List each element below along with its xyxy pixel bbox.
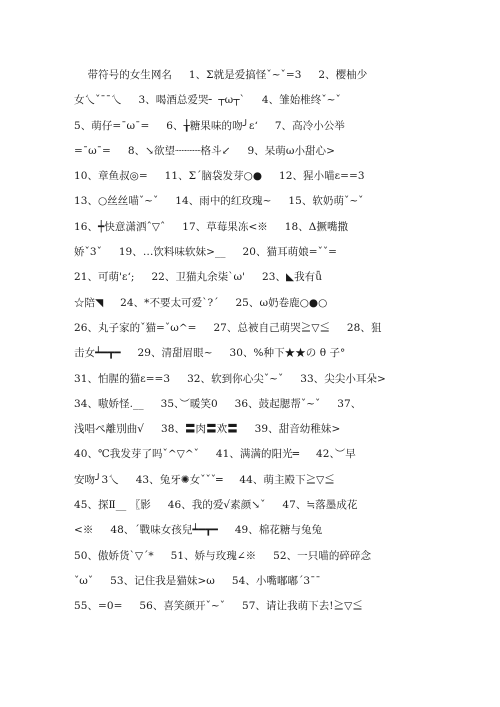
text-line: 16、┿快意潇洒ˆ▽ˆ 17、草莓果冻<※ 18、Δ撅嘴撒 xyxy=(74,220,349,233)
text-line: 5、萌仔=¯ω¯= 6、╁糖果味的吻╯ε‘ 7、高冷小公举 xyxy=(74,119,345,132)
text-line: 13、○丝丝喵ˇ~ˇ 14、雨中的红玫瑰~ 15、软奶萌ˇ~ˇ xyxy=(74,195,364,208)
text-line: 浅唱ぺ離別曲√ 38、〓肉〓欢〓 39、甜音幼稚妹> xyxy=(74,423,341,436)
text-line: 40、℃我发芽了吗ˇ^▽^ˇ 41、满满的阳光═ 42、︶早 xyxy=(74,448,356,461)
text-line: 击女┷━┳━ 29、清甜眉眼~ 30、%种下★★の θ 子° xyxy=(74,347,346,360)
text-line: 50、傲娇货ˋ▽ˊ* 51、娇与玫瑰∠※ 52、一只喵的碎碎念 xyxy=(74,549,372,562)
text-line: 安吻╯3乀 43、兔牙✺女ˇˇˇ═ 44、萌主殿下≧▽≦ xyxy=(74,473,335,486)
text-line: 娇ˇ3ˇ 19、…饮料味软妹>__ 20、猫耳萌娘=ˇˇ= xyxy=(74,246,338,259)
text-line: ☆陪◥ 24、*不要太可爱ˋ?ˊ 25、ω奶卷鹿○●○ xyxy=(74,296,328,309)
text-line: 34、嗷娇怪.__ 35、︶暖笑0 36、鼓起腮帮ˇ~ˇ 37、 xyxy=(74,397,362,410)
document-body xyxy=(74,63,434,620)
text-line: =¯ω¯= 8、↘欲望┈┈┈┈格斗↙ 9、呆萌ω小甜心> xyxy=(74,144,335,157)
text-line: 31、怕腥的猫ε==3 32、软到你心尖ˇ~ˇ 33、尖尖小耳朵> xyxy=(74,372,386,385)
text-line: 10、章鱼叔◎= 11、Σˊ脑袋发芽○● 12、猩小喵ε==3 xyxy=(74,170,365,183)
text-line: 21、可萌'ε‘; 22、卫猫丸余柒ˋω' 23、◣我有ǖ xyxy=(74,271,323,284)
text-line: ˇωˇ 53、记住我是猫妹>ω 54、小嘴嘟嘟ˊ3¯¯ xyxy=(74,574,321,587)
text-line: 女乀ˇ¯¯乀 3、喝酒总爱哭╴ ┬ω┬ˋ 4、雏始椎终ˇ~ˇ xyxy=(74,94,341,107)
text-line: <※ 48、ˊ戰味女孩兒┷━┳━ 49、棉花糖与兔兔 xyxy=(74,524,323,537)
text-line: 55、=0= 56、喜笑颜开ˇ~ˇ 57、请让我萌下去!≧▽≦ xyxy=(74,600,363,613)
text-line: 45、探Ⅱ__ 〖影 46、我的爱√素颜↘ˇ 47、≒落墨成花 xyxy=(74,499,358,512)
text-line: 带符号的女生网名 1、Σ就是爱搞怪ˇ~ˇ=3 2、樱柚少 xyxy=(74,69,368,81)
text-line: 26、丸子家的ˇ猫=ˇω^= 27、总被自己萌哭≧▽≦ 28、狙 xyxy=(74,321,382,334)
